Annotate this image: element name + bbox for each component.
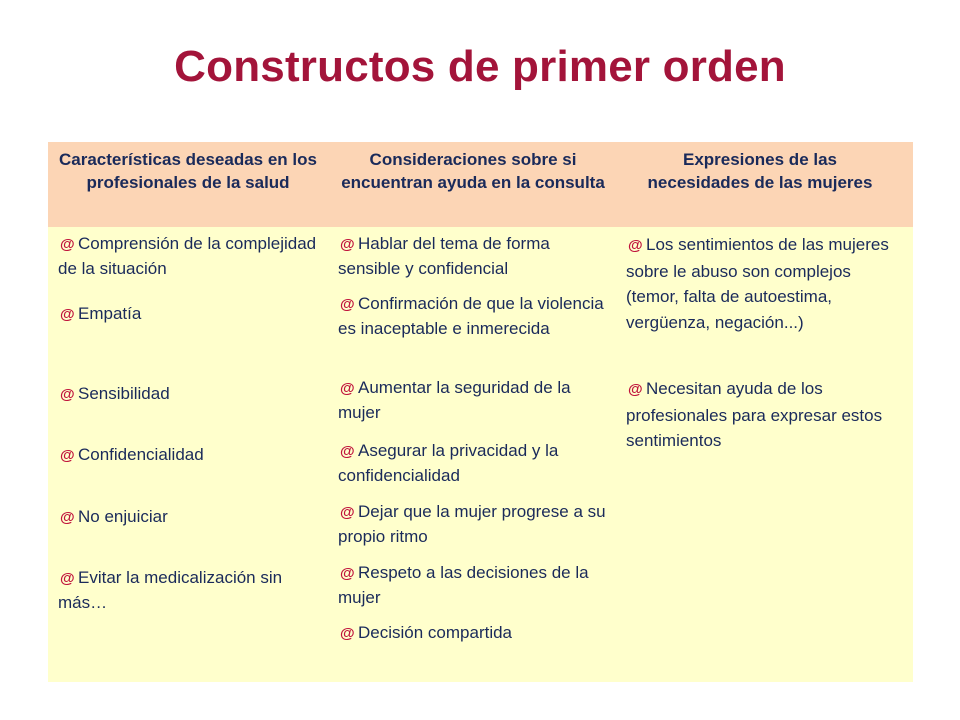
- constructs-table: [48, 142, 913, 682]
- column-3: [626, 232, 898, 456]
- table-header: [48, 142, 913, 227]
- swirl-bullet-icon: @: [60, 236, 75, 253]
- list-item: [58, 443, 326, 505]
- list-item: [338, 376, 608, 439]
- column-2: [338, 232, 608, 651]
- swirl-bullet-icon: @: [340, 236, 355, 253]
- swirl-bullet-icon: @: [340, 380, 355, 397]
- list-item: [338, 232, 608, 292]
- column-1: [58, 232, 326, 626]
- list-item: [338, 292, 608, 376]
- swirl-bullet-icon: @: [60, 306, 75, 323]
- list-item-text: Necesitan ayuda de los profesionales para expresar estos sentimientos: [626, 379, 883, 450]
- header-cell-1: Características deseadas en los profesionales de la salud: [59, 150, 317, 192]
- header-cell-2: Consideraciones sobre si encuentran ayuda en la consulta: [341, 150, 605, 192]
- swirl-bullet-icon: @: [340, 443, 355, 460]
- list-item: [338, 439, 608, 500]
- list-item-text: Confidencialidad: [78, 445, 204, 464]
- list-item-text: Hablar del tema de forma sensible y confidencial: [338, 234, 550, 278]
- list-item: [338, 621, 608, 651]
- swirl-bullet-icon: @: [340, 565, 355, 582]
- list-item-text: Decisión compartida: [358, 623, 513, 642]
- list-item: [338, 500, 608, 561]
- swirl-bullet-icon: @: [340, 625, 355, 642]
- list-item: [338, 561, 608, 621]
- list-item: [626, 232, 898, 376]
- list-item: [58, 505, 326, 566]
- swirl-bullet-icon: @: [628, 381, 643, 398]
- swirl-bullet-icon: @: [60, 509, 75, 526]
- swirl-bullet-icon: @: [628, 237, 643, 254]
- list-item-text: Comprensión de la complejidad de la situación: [58, 234, 317, 278]
- list-item: [58, 382, 326, 443]
- swirl-bullet-icon: @: [340, 296, 355, 313]
- list-item: [58, 232, 326, 302]
- page-title: Constructos de primer orden: [174, 42, 786, 91]
- header-cell-3: Expresiones de las necesidades de las mujeres: [647, 150, 873, 192]
- list-item-text: Confirmación de que la violencia es inaceptable e inmerecida: [338, 294, 604, 338]
- list-item-text: Empatía: [78, 304, 142, 323]
- list-item-text: Los sentimientos de las mujeres sobre le abuso son complejos (temor, falta de autoestima, vergüenza, negación...): [626, 235, 889, 332]
- list-item-text: No enjuiciar: [78, 507, 168, 526]
- list-item-text: Asegurar la privacidad y la confidencialidad: [338, 441, 559, 485]
- swirl-bullet-icon: @: [60, 570, 75, 587]
- list-item-text: Respeto a las decisiones de la mujer: [338, 563, 589, 607]
- list-item: [626, 376, 898, 456]
- list-item-text: Sensibilidad: [78, 384, 170, 403]
- swirl-bullet-icon: @: [340, 504, 355, 521]
- list-item-text: Evitar la medicalización sin más…: [58, 568, 283, 612]
- swirl-bullet-icon: @: [60, 386, 75, 403]
- list-item-text: Dejar que la mujer progrese a su propio ritmo: [338, 502, 606, 546]
- list-item: [58, 302, 326, 382]
- list-item: [58, 566, 326, 626]
- swirl-bullet-icon: @: [60, 447, 75, 464]
- list-item-text: Aumentar la seguridad de la mujer: [338, 378, 571, 422]
